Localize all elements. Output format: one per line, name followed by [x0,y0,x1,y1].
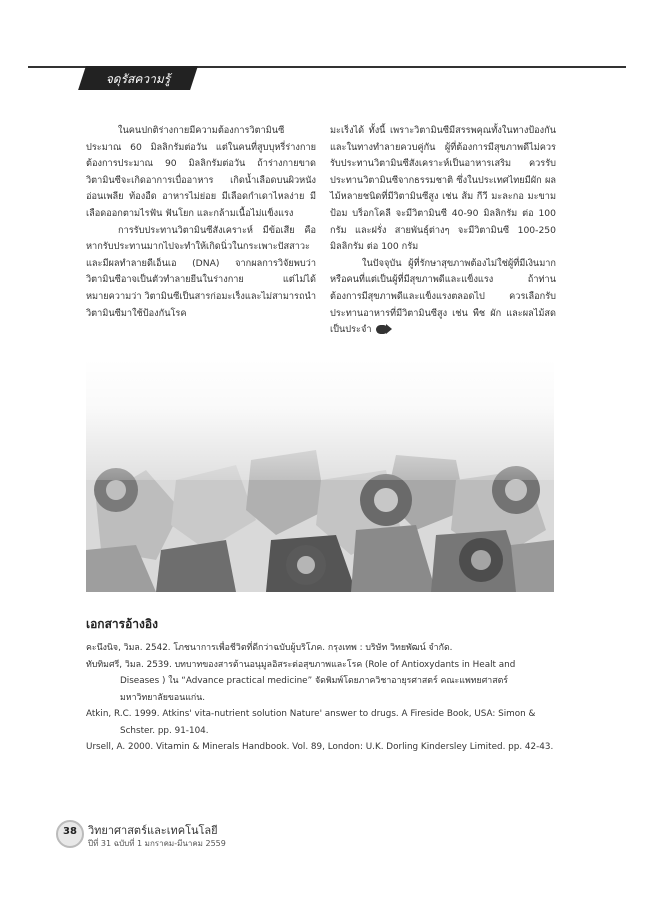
fruit-photo [86,360,554,592]
reference-item: คะนึงนิจ, วิมล. 2542. โภชนาการเพื่อชีวิตที่ดีกว่าฉบับผู้บริโภค. กรุงเทพ : บริษัท วิทยพัฒน์ จำกัด. [86,643,453,653]
left-paragraph-2: การรับประทานวิตามินซีสังเคราะห์ มีข้อเสีย คือ หากรับประทานมากไปจะทำให้เกิดนิ่วในกระเพาะปัสสาวะ และมีผลทำลายดีเอ็นเอ (DNA) จากผลการวิจัยพบว่า วิตามินซีอาจเป็นตัวทำลายยีนในร่างกาย แต่ไม่ได้หมายความว่า วิตามินซีเป็นสารก่อมะเร็งและไม่สามารถนำวิตามินซีมาใช้ป้องกันโรค [86,224,316,319]
left-paragraph-1: ในคนปกติร่างกายมีความต้องการวิตามินซีประมาณ 60 มิลลิกรัมต่อวัน แต่ในคนที่สูบบุหรี่ร่างกายต้องการประมาณ 90 มิลลิกรัมต่อวัน ถ้าร่างกายขาดวิตามินซีจะเกิดอาการเบื่ออาหาร เกิดน้ำเลือดบนผิวหนัง อ่อนเพลีย ท้องอืด อาหารไม่ย่อย มีเลือดกำเดาไหลง่าย มีเลือดออกตามไรฟัน ฟันโยก และกล้ามเนื้อไม่แข็งแรง [86,125,316,219]
arrow-right-icon [376,325,388,334]
reference-item: Ursell, A. 2000. Vitamin & Minerals Handbook. Vol. 89, London: U.K. Dorling Kindersley Limited. pp. 42-43. [86,742,554,752]
reference-item: Atkin, R.C. 1999. Atkins' vita-nutrient solution Nature' answer to drugs. A Fireside Book, USA: Simon & Schster. pp. 91-104. [86,709,536,736]
right-paragraph-2 [330,256,556,339]
right-paragraph-1: มะเร็งได้ ทั้งนี้ เพราะวิตามินซีมีสรรพคุณทั้งในทางป้องกันและในทางทำลายควบคู่กัน ผู้ที่ต้องการมีสุขภาพดีไม่ควรรับประทานวิตามินซีสังเคราะห์เป็นอาหารเสริม ควรรับประทานวิตามินซีจากธรรมชาติ ซึ่งในประเทศไทยมีผัก ผลไม้หลายชนิดที่มีวิตามินซีสูง เช่น ส้ม กีวี มะละกอ มะขามป้อม บร็อกโคลี จะมีวิตามินซี 40-90 มิลลิกรัม ต่อ 100 กรัม และฝรั่ง สายพันธุ์ต่างๆ จะมีวิตามินซี 100-250 มิลลิกรัม ต่อ 100 กรัม [330,125,556,253]
journal-name: วิทยาศาสตร์และเทคโนโลยี [88,824,218,837]
photo-fade-overlay [86,360,554,480]
references-list [86,640,556,756]
left-column [86,123,316,322]
reference-item: ทับทิมศรี, วิมล. 2539. บทบาทของสารต้านอนุมูลอิสระต่อสุขภาพและโรค (Role of Antioxydants in Healt and Diseases ) ใน “Advance practical medicine” จัดพิมพ์โดยภาควิชาอายุรศาสตร์ คณะแพทยศาสตร์ มหาวิทยาลัยขอนแก่น. [86,659,516,703]
references-heading: เอกสารอ้างอิง [86,617,158,631]
section-title: จดุรัสความรู้ [105,72,171,86]
right-paragraph-2-text: ในปัจจุบัน ผู้ที่รักษาสุขภาพต้องไม่ใช่ผู้ที่มีเงินมากหรือคนที่แต่เป็นผู้ที่มีสุขภาพดีและแข็งแรง ถ้าท่านต้องการมีสุขภาพดีและแข็งแรงตลอดไป ควรเลือกรับประทานอาหารที่มีวิตามินซีสูง เช่น พืช ผัก และผลไม้สดเป็นประจำ [330,257,556,336]
page-number: 38 [63,826,77,837]
journal-issue: ปีที่ 31 ฉบับที่ 1 มกราคม-มีนาคม 2559 [88,839,226,848]
right-column [330,123,556,339]
